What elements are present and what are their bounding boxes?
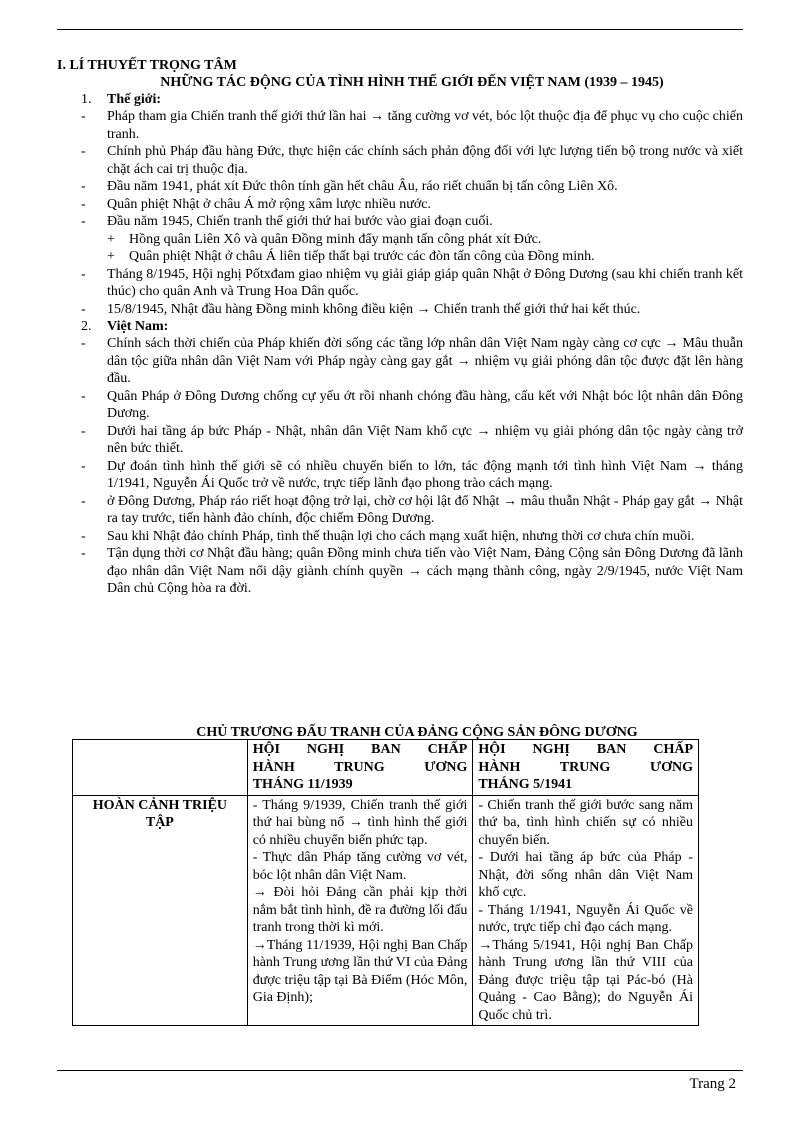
column-header-1941: HỘI NGHỊ BAN CHẤP HÀNH TRUNG ƯƠNG THÁNG 5/1941: [473, 740, 699, 796]
list-item: - Dưới hai tầng áp bức Pháp - Nhật, nhân dân Việt Nam khổ cực → nhiệm vụ giải phóng dân tộc ngày càng trở nên bức thiết.: [81, 423, 743, 456]
list-item: - Đầu năm 1945, Chiến tranh thế giới thứ hai bước vào giai đoạn cuối.: [81, 214, 493, 229]
list-item: - Đầu năm 1941, phát xít Đức thôn tính gần hết châu Âu, ráo riết chuẩn bị tấn công Liên Xô.: [81, 179, 618, 194]
vietnam-heading-text: Việt Nam:: [107, 319, 169, 334]
strategy-table: [72, 739, 699, 1026]
sub-list-item: + Quân phiệt Nhật ở châu Á liên tiếp thất bại trước các đòn tấn công của Đồng minh.: [107, 249, 595, 264]
row-label-context: HOÀN CẢNH TRIỆU TẬP: [73, 795, 248, 1026]
vietnam-heading-number: 2.: [81, 319, 92, 334]
section-title: I. LÍ THUYẾT TRỌNG TÂM: [57, 58, 237, 73]
table-header-row: [73, 740, 699, 796]
list-item: - Quân Pháp ở Đông Dương chống cự yếu ớt rồi nhanh chóng đầu hàng, cấu kết với Nhật bóc lột nhân dân Đông Dương.: [81, 388, 743, 421]
list-item: - Tháng 8/1945, Hội nghị Pốtxđam giao nhiệm vụ giải giáp giáp quân Nhật ở Đông Dương (sau khi chiến tranh kết thúc) cho quân Anh và Trung Hoa Dân quốc.: [81, 266, 743, 299]
world-heading-text: Thế giới:: [107, 92, 162, 107]
column-header-1939: HỘI NGHỊ BAN CHẤP HÀNH TRUNG ƯƠNG THÁNG 11/1939: [247, 740, 473, 796]
list-item: - Sau khi Nhật đảo chính Pháp, tình thế thuận lợi cho cách mạng xuất hiện, nhưng thời cơ chưa chín muồi.: [81, 528, 695, 544]
document-body: [57, 57, 743, 598]
world-heading: [81, 91, 743, 108]
list-item: - 15/8/1945, Nhật đầu hàng Đồng minh không điều kiện → Chiến tranh thế giới thứ hai kết thúc.: [81, 301, 641, 317]
list-item: - ở Đông Dương, Pháp ráo riết hoạt động trở lại, chờ cơ hội lật đổ Nhật → mâu thuẫn Nhật - Pháp gay gắt → Nhật ra tay trước, tiến hành đảo chính, độc chiếm Đông Dương.: [81, 493, 743, 526]
vietnam-heading: [81, 318, 743, 335]
cell-1939-context: - Tháng 9/1939, Chiến tranh thế giới thứ hai bùng nổ → tình hình thế giới có nhiều chuyển biến phức tạp. - Thực dân Pháp tăng cường vơ vét, bóc lột nhân dân Việt Nam. → Đòi hỏi Đảng cần phải kịp thời nắm bắt tình hình, đề ra đường lối đấu tranh trong thời kì mới. →Tháng 11/1939, Hội nghị Ban Chấp hành Trung ương lần thứ VI của Đảng được triệu tập tại Bà Điểm (Hóc Môn, Gia Định);: [247, 795, 473, 1026]
table-corner-cell: [73, 740, 248, 796]
table-row: [73, 795, 699, 1026]
header-rule: [57, 29, 743, 30]
footer-rule: [57, 1070, 743, 1071]
list-item: - Quân phiệt Nhật ở châu Á mở rộng xâm lược nhiều nước.: [81, 196, 431, 212]
vietnam-bullets: [57, 335, 743, 598]
list-item: - Pháp tham gia Chiến tranh thế giới thứ lần hai → tăng cường vơ vét, bóc lột thuộc địa để phục vụ cho cuộc chiến tranh.: [81, 109, 743, 142]
world-heading-number: 1.: [81, 92, 92, 107]
list-item: - Dự đoán tình hình thế giới sẽ có nhiều chuyển biến to lớn, tác động mạnh tới tình hình Việt Nam → tháng 1/1941, Nguyễn Ái Quốc trở về nước, trực tiếp lãnh đạo phong trào cách mạng.: [81, 458, 743, 491]
world-bullets: [57, 108, 743, 318]
table-title: CHỦ TRƯƠNG ĐẤU TRANH CỦA ĐẢNG CỘNG SẢN ĐÔNG DƯƠNG: [196, 725, 638, 740]
main-title: NHỮNG TÁC ĐỘNG CỦA TÌNH HÌNH THẾ GIỚI ĐẾN VIỆT NAM (1939 – 1945): [160, 75, 664, 90]
list-item: - Chính phủ Pháp đầu hàng Đức, thực hiện các chính sách phản động đối với lực lượng tiến bộ trong nước và xiết chặt ách cai trị thuộc địa.: [81, 144, 743, 177]
cell-1941-context: - Chiến tranh thế giới bước sang năm thứ ba, tình hình chiến sự có nhiều chuyển biến. - Dưới hai tầng áp bức của Pháp -Nhật, đời sống nhân dân Việt Nam khổ cực. - Tháng 1/1941, Nguyễn Ái Quốc về nước, trực tiếp chỉ đạo cách mạng. →Tháng 5/1941, Hội nghị Ban Chấp hành Trung ương lần thứ VIII của Đảng được triệu tập tại Pác-bó (Hà Quảng - Cao Bằng); do Nguyễn Ái Quốc chủ trì.: [473, 795, 699, 1026]
sub-list-item: + Hồng quân Liên Xô và quân Đồng minh đẩy mạnh tấn công phát xít Đức.: [107, 231, 542, 247]
page-number: Trang 2: [689, 1076, 736, 1092]
list-item: - Tận dụng thời cơ Nhật đầu hàng; quân Đồng minh chưa tiến vào Việt Nam, Đảng Cộng sản Đông Dương đã lãnh đạo nhân dân Việt Nam nổi dậy giành chính quyền → cách mạng thành công, ngày 2/9/1945, nước Việt Nam Dân chủ Cộng hòa ra đời.: [81, 546, 743, 596]
list-item: - Chính sách thời chiến của Pháp khiến đời sống các tầng lớp nhân dân Việt Nam ngày càng cơ cực → Mâu thuẫn dân tộc giữa nhân dân Việt Nam với Pháp ngày càng gay gắt → nhiệm vụ giải phóng dân tộc được đặt lên hàng đầu.: [81, 336, 743, 386]
